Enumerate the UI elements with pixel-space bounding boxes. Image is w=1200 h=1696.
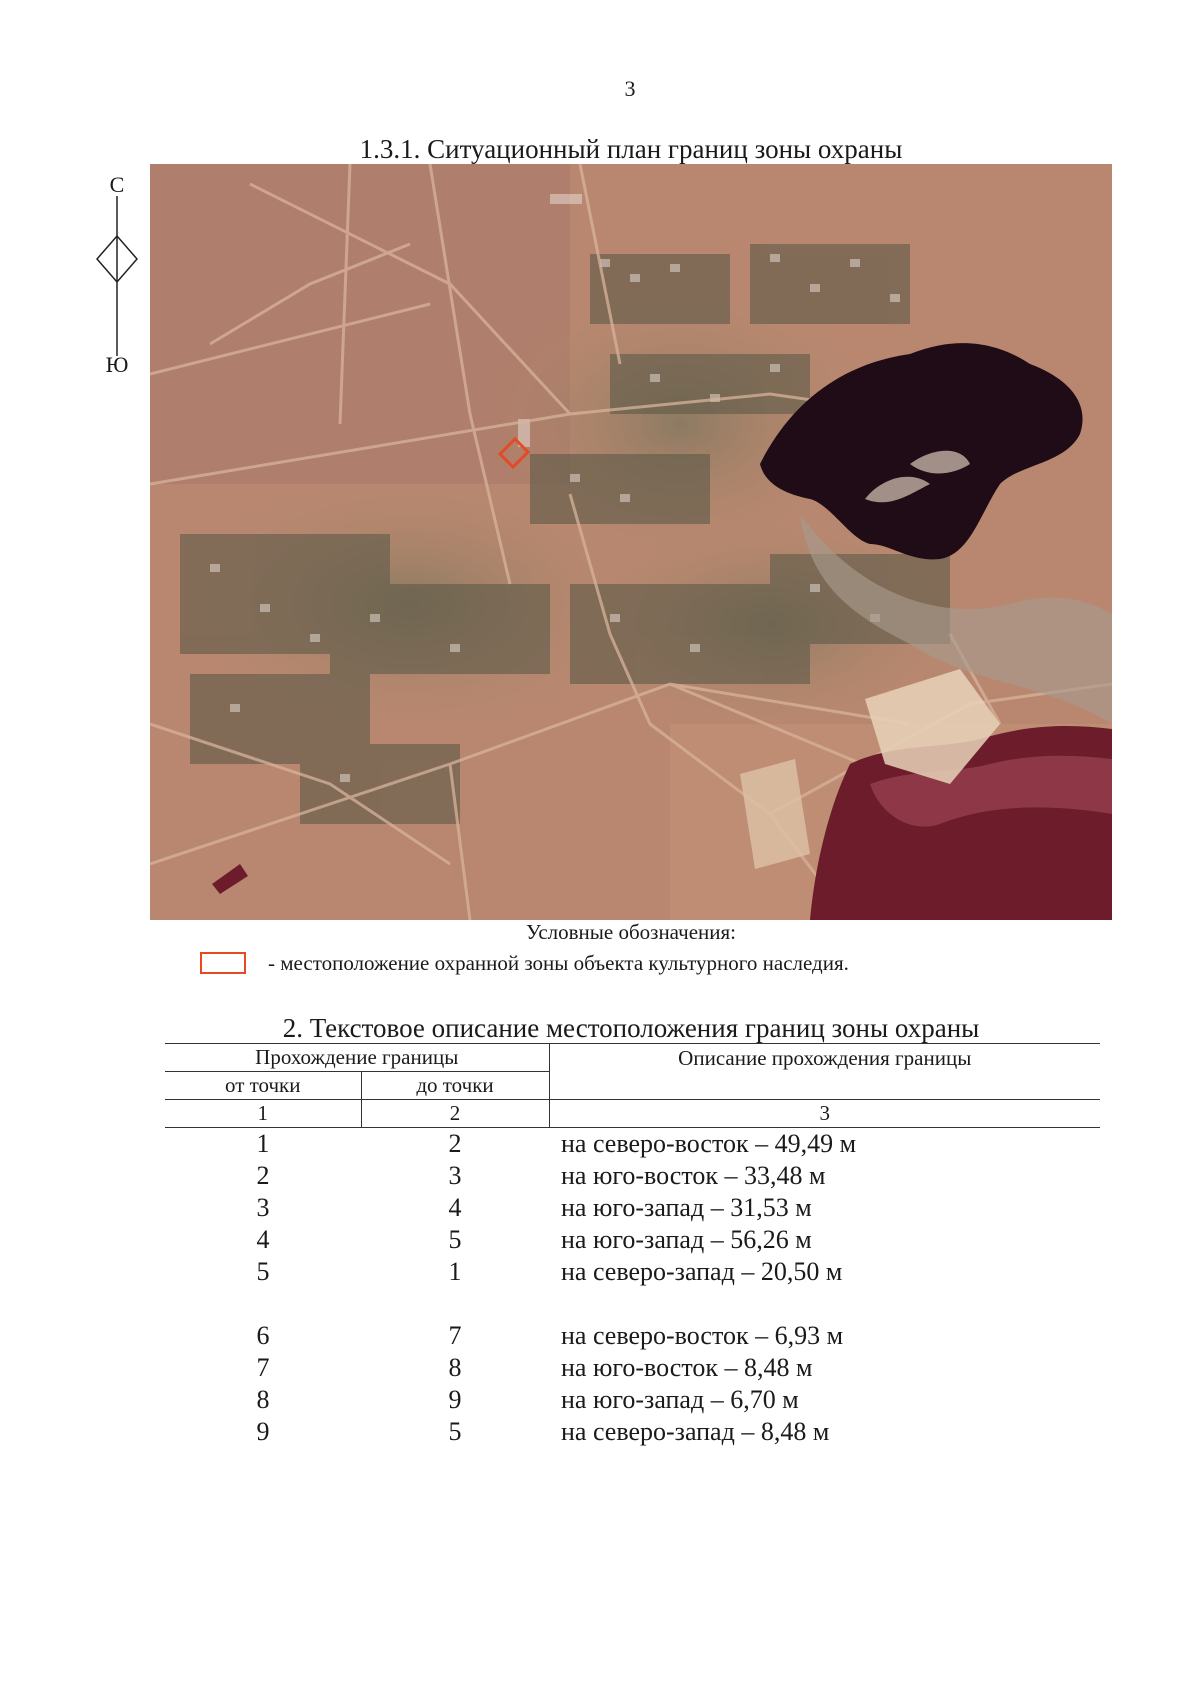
group-header: Прохождение границы: [165, 1044, 549, 1072]
desc-cell: на северо-восток – 6,93 м: [561, 1321, 844, 1350]
table-row: [165, 1256, 1100, 1288]
from-cell: 8: [256, 1385, 270, 1414]
to-cell: 2: [448, 1129, 462, 1158]
desc-cell: на юго-запад – 56,26 м: [561, 1225, 812, 1254]
boundary-table: [165, 1043, 1100, 1448]
table-row: [165, 1320, 1100, 1352]
from-cell: 3: [256, 1193, 270, 1222]
table-spacer-row: [165, 1288, 1100, 1320]
desc-cell: на юго-восток – 8,48 м: [561, 1353, 813, 1382]
to-cell: 4: [448, 1193, 462, 1222]
legend-item: [200, 948, 849, 978]
table-row: [165, 1416, 1100, 1448]
to-cell: 3: [448, 1161, 462, 1190]
table-row: [165, 1192, 1100, 1224]
table-row: [165, 1224, 1100, 1256]
legend-title: Условные обозначения:: [525, 920, 737, 944]
satellite-image: [150, 164, 1112, 920]
col-num-3: 3: [549, 1100, 1100, 1128]
table-row: [165, 1160, 1100, 1192]
legend-swatch-icon: [200, 952, 246, 974]
to-cell: 9: [448, 1385, 462, 1414]
from-cell: 9: [256, 1417, 270, 1446]
desc-cell: на юго-восток – 33,48 м: [561, 1161, 826, 1190]
from-cell: 7: [256, 1353, 270, 1382]
col-num-1: 1: [165, 1100, 361, 1128]
from-cell: 1: [256, 1129, 270, 1158]
to-cell: 5: [448, 1225, 462, 1254]
to-cell: 8: [448, 1353, 462, 1382]
map-title: 1.3.1. Ситуационный план границ зоны охраны: [359, 134, 903, 164]
compass-north-label: С: [109, 172, 125, 197]
table-row: [165, 1384, 1100, 1416]
desc-cell: на юго-запад – 6,70 м: [561, 1385, 799, 1414]
section-title: 2. Текстовое описание местоположения границ зоны охраны: [282, 1013, 980, 1043]
to-cell: 7: [448, 1321, 462, 1350]
from-cell: 6: [256, 1321, 270, 1350]
satellite-map: [150, 164, 1112, 920]
table-row: [165, 1352, 1100, 1384]
page-number: 3: [624, 76, 636, 101]
desc-cell: на северо-восток – 49,49 м: [561, 1129, 857, 1158]
from-header: от точки: [165, 1072, 361, 1100]
compass-rose: [92, 172, 142, 382]
to-header: до точки: [361, 1072, 549, 1100]
from-cell: 4: [256, 1225, 270, 1254]
north-arrow-icon: [92, 196, 142, 356]
desc-cell: на северо-запад – 8,48 м: [561, 1417, 830, 1446]
legend-item-label: - местоположение охранной зоны объекта культурного наследия.: [268, 950, 849, 975]
to-cell: 5: [448, 1417, 462, 1446]
compass-south-label: Ю: [105, 352, 129, 377]
to-cell: 1: [448, 1257, 462, 1286]
from-cell: 2: [256, 1161, 270, 1190]
desc-header: Описание прохождения границы: [549, 1044, 1100, 1100]
desc-cell: на северо-запад – 20,50 м: [561, 1257, 843, 1286]
desc-cell: на юго-запад – 31,53 м: [561, 1193, 812, 1222]
from-cell: 5: [256, 1257, 270, 1286]
table-row: [165, 1128, 1100, 1161]
col-num-2: 2: [361, 1100, 549, 1128]
